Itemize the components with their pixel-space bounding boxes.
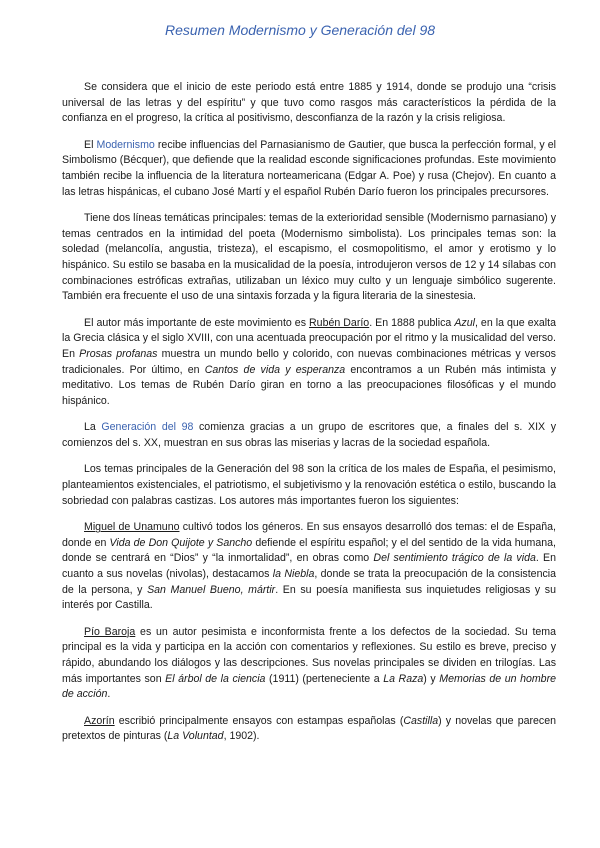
text-run: Tiene dos líneas temáticas principales: temas de la exterioridad sensible (Modernismo parnasiano) y temas centrados en la intimidad del poeta (Modernismo simbolista). Los principales temas son: la soledad (melancolía, angustia, tristeza), el escapismo, el cosmopolitismo, el amor y erotismo y lo hispánico. Su estilo se basaba en la musicalidad de la poesía, introdujeron versos de 12 y 14 sílabas con combinaciones estróficas extrañas, utilizaban un léxico muy culto y un lenguaje simbólico sugerente. También era frecuente el uso de una sintaxis forzada y la figura literaria de la sinestesia.	[62, 212, 556, 303]
work-title: Azul	[454, 316, 475, 329]
text-run: defiende el espíritu español; y el del sentido de la vida humana, donde se centrará en “Dios” y “la inmortalidad”, en obras como	[62, 536, 556, 565]
text-run: , en la que exalta la Grecia clásica y el siglo XVIII, con una acentuada preocupación por el ritmo y la musicalidad del verso. En	[62, 316, 556, 360]
paragraph	[62, 625, 556, 703]
paragraph	[62, 316, 556, 410]
work-title: Prosas profanas	[79, 347, 158, 360]
text-run: .	[107, 688, 111, 701]
text-run: ) y novelas que parecen pretextos de pinturas (	[62, 714, 556, 743]
work-title: San Manuel Bueno, mártir	[147, 583, 276, 596]
text-run: escribió principalmente ensayos con estampas españolas (	[114, 714, 404, 727]
text-run: Se considera que el inicio de este periodo está entre 1885 y 1914, donde se produjo una “crisis universal de las letras y del espíritu” y que tuvo como rasgos más característicos la pérdida de la confianza en el progreso, la crítica al positivismo, desconfianza de la razón y la crisis religiosa.	[62, 81, 556, 125]
text-run: cultivó todos los géneros. En sus ensayos desarrolló dos temas: el de España, donde en	[62, 521, 556, 549]
text-run: . En 1888 publica	[369, 316, 455, 329]
work-title: La Voluntad	[167, 730, 224, 743]
author-name: Azorín	[84, 714, 115, 727]
paragraph	[62, 80, 556, 127]
highlighted-term: Generación del 98	[101, 421, 194, 434]
document-title: Resumen Modernismo y Generación del 98	[164, 22, 436, 38]
text-run: , 1902).	[223, 730, 260, 743]
text-run: recibe influencias del Parnasianismo de Gautier, que busca la perfección formal, y el Simbolismo (Bécquer), que defiende que la realidad esconde significaciones profundas. Este movimiento también recibe la influencia de la literatura norteamericana (Edgar A. Poe) y rusa (Chejov). En cuanto a las letras hispánicas, el cubano José Martí y el español Rubén Darío fueron los principales precursores.	[62, 138, 556, 198]
text-run: La	[84, 421, 102, 434]
text-run: El autor más importante de este movimiento es	[84, 316, 310, 329]
paragraph	[62, 138, 556, 200]
highlighted-term: Modernismo	[96, 138, 155, 151]
text-run: ) y	[423, 672, 440, 685]
work-title: Castilla	[403, 714, 439, 727]
text-run: Los temas principales de la Generación del 98 son la crítica de los males de España, el pesimismo, planteamientos existenciales, el patriotismo, el subjetivismo y la renovación estética o estilo, buscando la sobriedad con palabras castizas. Los autores más importantes fueron los siguientes:	[62, 463, 556, 507]
work-title: Memorias de un hombre de acción	[62, 672, 556, 701]
work-title: Cantos de vida y esperanza	[204, 363, 346, 376]
work-title: la Niebla	[272, 568, 315, 581]
paragraph	[62, 420, 556, 451]
paragraph	[62, 714, 556, 745]
text-run: es un autor pesimista e inconformista frente a los defectos de la sociedad. Su tema principal es la vida y participa en la acción con comentarios y reflexiones. Su estilo es breve, preciso y rápido, abundando los diálogos y las descripciones. Sus novelas principales se dividen en trilogías. Las más importantes son	[62, 625, 556, 685]
work-title: El árbol de la ciencia	[165, 672, 266, 685]
text-run: (1911) (perteneciente a	[265, 672, 384, 685]
text-run: muestra un mundo bello y colorido, con nuevas combinaciones métricas y versos tradicionales. Por último, en	[62, 347, 556, 376]
text-run: . En su poesía manifiesta sus inquietudes religiosas y su interés por Castilla.	[62, 583, 556, 612]
paragraph	[62, 211, 556, 305]
document-body	[62, 80, 556, 756]
paragraph	[62, 520, 556, 614]
text-run: . En cuanto a sus novelas (nivolas), destacamos	[62, 552, 556, 581]
author-name: Rubén Darío	[309, 316, 370, 329]
author-name: Pío Baroja	[84, 625, 136, 638]
text-run: comienza gracias a un grupo de escritores que, a finales del s. XIX y comienzos del s. XX, muestran en sus obras las miserias y lacras de la sociedad española.	[62, 421, 556, 449]
text-run: , donde se trata la preocupación de la consistencia de la persona, y	[62, 568, 556, 596]
author-name: Miguel de Unamuno	[84, 521, 180, 534]
work-title: Vida de Don Quijote y Sancho	[109, 536, 253, 549]
text-run: encontramos a un Rubén más intimista y meditativo. Los temas de Rubén Darío giran en torno a las preocupaciones filosóficas y el mundo hispánico.	[62, 363, 556, 407]
text-run: El	[84, 138, 97, 151]
work-title: Del sentimiento trágico de la vida	[373, 552, 536, 565]
paragraph	[62, 462, 556, 509]
work-title: La Raza	[383, 672, 424, 685]
